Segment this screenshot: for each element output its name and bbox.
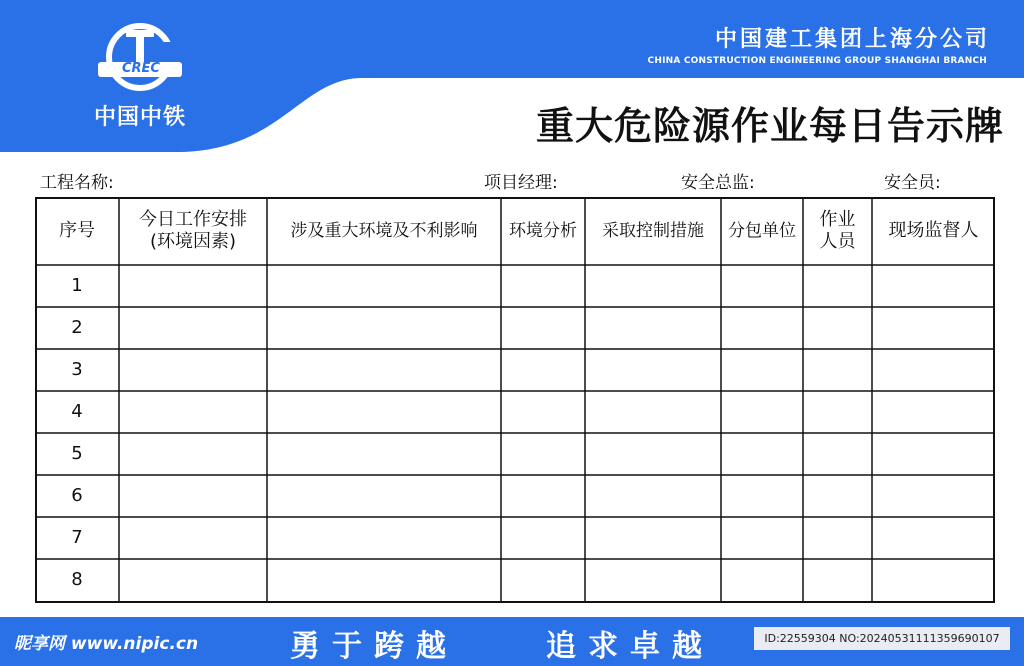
logo-abbreviation: CREC	[122, 61, 160, 76]
row-number: 2	[71, 317, 83, 338]
header-cell-impact: 涉及重大环境及不利影响	[290, 221, 478, 241]
header-cell-supervisor: 现场监督人	[888, 220, 979, 241]
slogan-right: 追求卓越	[546, 629, 714, 664]
header-cell-workers: 作业 人员	[819, 209, 856, 252]
board-title: 重大危险源作业每日告示牌	[535, 104, 1004, 148]
row-number: 4	[71, 401, 83, 422]
header-cell-index: 序号	[59, 220, 95, 241]
row-number: 1	[71, 275, 83, 296]
crec-logo-icon	[92, 22, 188, 92]
row-number: 6	[71, 485, 83, 506]
image-id-label: ID:22559304 NO:20240531111359690107	[754, 627, 1010, 650]
project-name-label: 工程名称:	[40, 173, 114, 193]
row-number: 5	[71, 443, 83, 464]
header-cell-env-analysis: 环境分析	[509, 221, 577, 241]
company-name-cn: 中国建工集团上海分公司	[714, 27, 990, 52]
safety-officer-label: 安全员:	[884, 173, 941, 193]
row-number: 3	[71, 359, 83, 380]
company-name-en: CHINA CONSTRUCTION ENGINEERING GROUP SHANGHAI BRANCH	[647, 56, 987, 66]
watermark-text: 昵享网 www.nipic.cn	[14, 634, 199, 654]
header-cell-subcontractor: 分包单位	[728, 221, 796, 241]
header-cell-work-plan: 今日工作安排 (环境因素)	[139, 209, 247, 252]
project-manager-label: 项目经理:	[484, 173, 558, 193]
logo-label: 中国中铁	[93, 105, 186, 130]
safety-director-label: 安全总监:	[681, 173, 755, 193]
row-number: 7	[71, 527, 83, 548]
row-number: 8	[71, 569, 83, 590]
header-cell-control-measures: 采取控制措施	[602, 221, 704, 241]
slogan-left: 勇于跨越	[290, 629, 458, 664]
